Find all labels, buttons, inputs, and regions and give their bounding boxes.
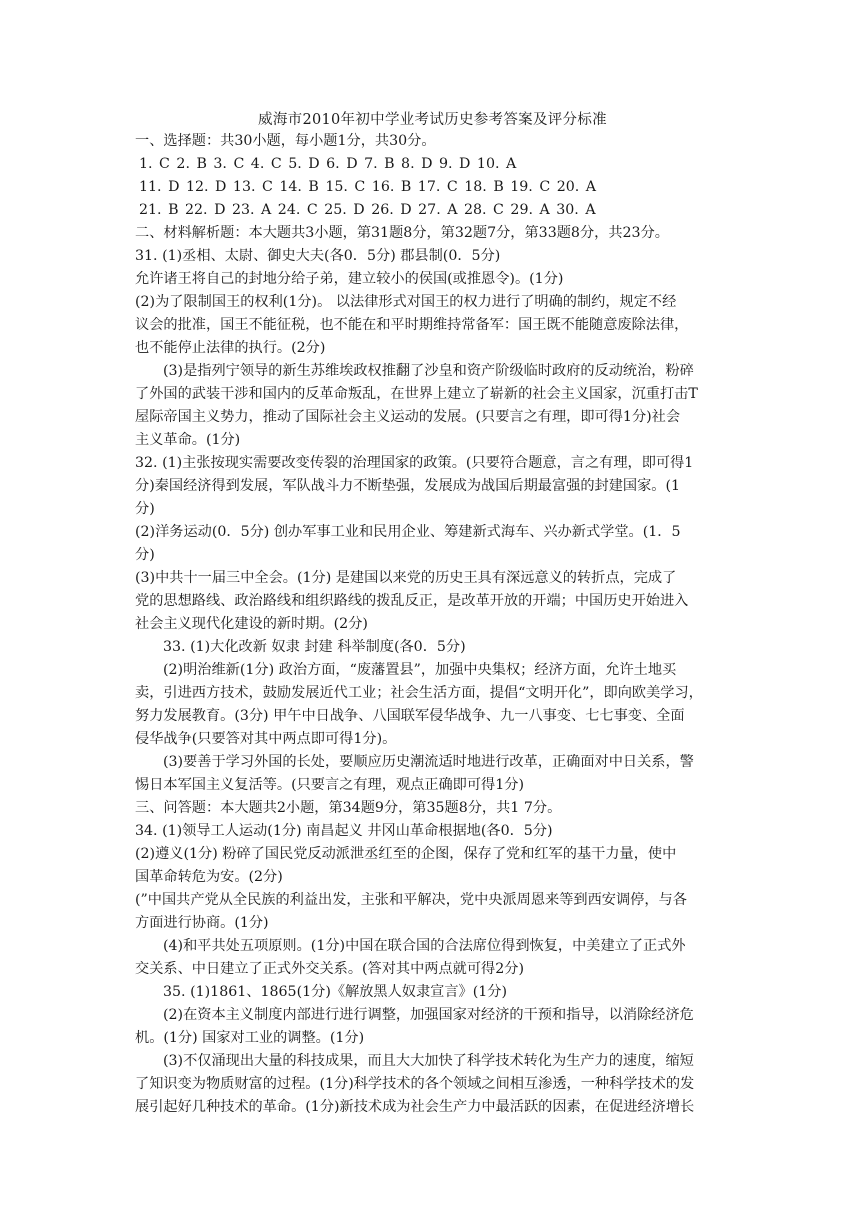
text-line: (3)是指列宁领导的新生苏维埃政权推翻了沙皇和资产阶级临时政府的反动统治，粉碎 <box>163 363 694 379</box>
text-line: 展引起好几种技术的革命。(1分)新技术成为社会生产力中最活跃的因素，在促进经济增长 <box>135 1099 695 1115</box>
text-line: 交关系、中日建立了正式外交关系。(答对其中两点就可得2分) <box>135 961 524 977</box>
text-line: (2)明治维新(1分) 政治方面，“废藩置县”，加强中央集权；经济方面，允许土地买 <box>163 662 677 678</box>
text-line: 也不能停止法律的执行。(2分) <box>135 340 326 356</box>
document-title: 威海市2010年初中学业考试历史参考答案及评分标准 <box>258 112 607 128</box>
text-line: (4)和平共处五项原则。(1分)中国在联合国的合法席位得到恢复，中美建立了正式外 <box>163 938 686 954</box>
text-line: (”中国共产党从全民族的利益出发，主张和平解决，党中央派周恩来等到西安调停，与各 <box>135 892 687 908</box>
text-line: (3)不仅涌现出大量的科技成果，而且大大加快了科学技术转化为生产力的速度，缩短 <box>163 1053 694 1069</box>
text-line: 了知识变为物质财富的过程。(1分)科学技术的各个领域之间相互渗透，一种科学技术的发 <box>135 1076 695 1092</box>
text-line: 国革命转危为安。(2分) <box>135 869 283 885</box>
text-line: 侵华战争(只要答对其中两点即可得1分)。 <box>135 731 397 747</box>
text-line: 卖，引进西方技术，鼓励发展近代工业；社会生活方面，提倡“文明开化”，即向欧美学习， <box>135 685 703 701</box>
text-line: 1. C 2. B 3. C 4. C 5. D 6. D 7. B 8. D 9. D 10. A <box>139 156 517 172</box>
text-line: 屋际帝国主义势力，推动了国际社会主义运动的发展。(只要言之有理，即可得1分)社会 <box>135 409 681 425</box>
text-line: 机。(1分) 国家对工业的调整。(1分) <box>135 1030 365 1046</box>
text-line: 35. (1)1861、1865(1分)《解放黑人奴隶宣言》(1分) <box>163 984 508 1000</box>
text-line: 方面进行协商。(1分) <box>135 915 269 931</box>
text-line: 主义革命。(1分) <box>135 432 241 448</box>
text-line: (2)遵义(1分) 粉碎了国民党反动派泄丞红至的企图，保存了党和红军的基干力量，使中 <box>135 846 677 862</box>
answer-text-body <box>135 130 739 1119</box>
text-line: 党的思想路线、政治路线和组织路线的拨乱反正，是改革开放的开端；中国历史开始进入 <box>135 593 689 609</box>
text-line: 社会主义现代化建设的新时期。(2分) <box>135 616 368 632</box>
text-line: 32. (1)主张按现实需要改变传裂的治理国家的政策。(只要符合题意，言之有理，即可得1 <box>135 455 694 471</box>
text-line: 11. D 12. D 13. C 14. B 15. C 16. B 17. C 18. B 19. C 20. A <box>139 179 597 195</box>
text-line: 分) <box>135 547 155 563</box>
text-line: 34. (1)领导工人运动(1分) 南昌起义 井冈山革命根据地(各0．5分) <box>135 823 553 839</box>
text-line: (3)中共十一届三中全会。(1分) 是建国以来党的历史王具有深远意义的转折点，完成了 <box>135 570 677 586</box>
text-line: 二、材料解析题：本大题共3小题，第31题8分，第32题7分，第33题8分，共23分。 <box>135 225 669 241</box>
text-line: 21. B 22. D 23. A 24. C 25. D 26. D 27. A 28. C 29. A 30. A <box>139 202 596 218</box>
text-line: (3)要善于学习外国的长处，要顺应历史潮流适时地进行改革，正确面对中日关系，警 <box>163 754 694 770</box>
text-line: 了外国的武装干涉和国内的反革命叛乱，在世界上建立了崭新的社会主义国家，沉重打击T <box>135 386 698 402</box>
text-line: 允许诸王将自己的封地分给子弟，建立较小的侯国(或推恩令)。(1分) <box>135 271 564 287</box>
text-line: (2)洋务运动(0．5分) 创办军事工业和民用企业、筹建新式海车、兴办新式学堂。(1．5 <box>135 524 681 540</box>
text-line: 分)秦国经济得到发展，军队战斗力不断垫强，发展成为战国后期最富强的封建国家。(1 <box>135 478 681 494</box>
text-line: 惕日本军国主义复活等。(只要言之有理，观点正确即可得1分) <box>135 777 524 793</box>
text-line: 33. (1)大化改新 奴隶 封建 科举制度(各0．5分) <box>163 639 466 655</box>
text-line: (2)为了限制国王的权利(1分)。 以法律形式对国王的权力进行了明确的制约，规定不经 <box>135 294 677 310</box>
text-line: 分) <box>135 501 155 517</box>
text-line: 一、选择题：共30小题，每小题1分，共30分。 <box>135 133 436 149</box>
text-line: (2)在资本主义制度内部进行进行调整，加强国家对经济的干预和指导，以消除经济危 <box>163 1007 694 1023</box>
text-line: 三、问答题：本大题共2小题，第34题9分，第35题8分，共1 7分。 <box>135 800 562 816</box>
text-line: 努力发展教育。(3分) 甲午中日战争、八国联军侵华战争、九一八事变、七七事变、全面 <box>135 708 685 724</box>
text-line: 议会的批准，国王不能征税，也不能在和平时期维持常备军：国王既不能随意废除法律， <box>135 317 689 333</box>
text-line: 31. (1)丞相、太尉、御史大夫(各0．5分) 郡县制(0．5分) <box>135 248 501 264</box>
